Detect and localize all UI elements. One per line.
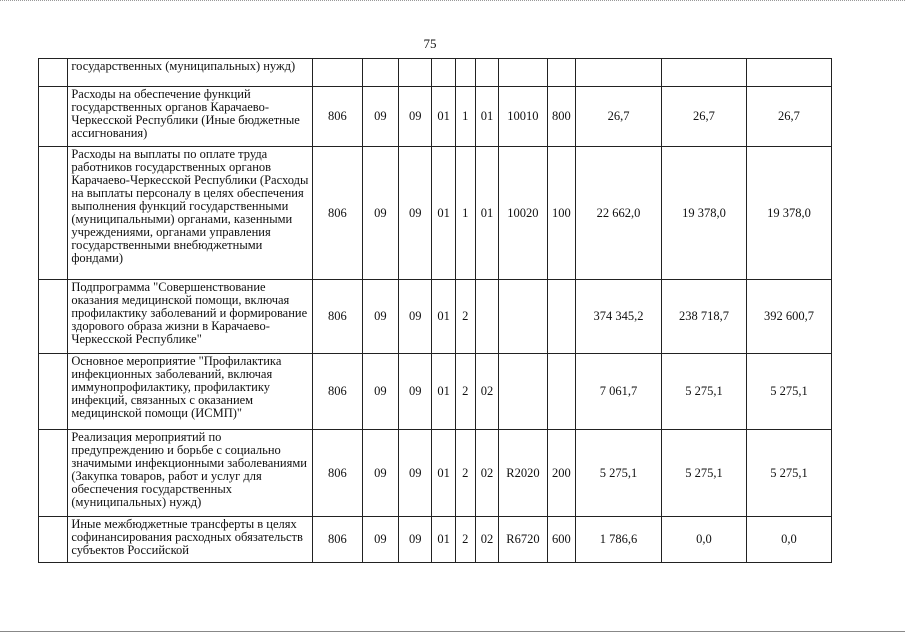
- cell-cs2: 2: [455, 354, 475, 430]
- cell-sum3: 0,0: [746, 517, 831, 563]
- row-description: Подпрограмма "Совершенствование оказания медицинской помощи, включая профилактику заболеваний и формирование здорового образа жизни в Карачаево-Черкесской Республике": [68, 280, 313, 354]
- cell-cs4: R2020: [499, 430, 548, 517]
- cell-vr: 600: [547, 517, 575, 563]
- cell-cs2: [455, 59, 475, 87]
- cell-rz: 09: [362, 430, 398, 517]
- table-row: [39, 354, 832, 430]
- cell-sum2: 5 275,1: [661, 430, 746, 517]
- cell-rz: 09: [362, 280, 398, 354]
- row-index-cell: [39, 430, 68, 517]
- cell-sum3: 26,7: [746, 87, 831, 147]
- row-index-cell: [39, 147, 68, 280]
- cell-cs3: 01: [475, 147, 498, 280]
- cell-sum1: 374 345,2: [576, 280, 662, 354]
- row-index-cell: [39, 59, 68, 87]
- cell-sum2: 238 718,7: [661, 280, 746, 354]
- scan-edge-top: [0, 0, 905, 4]
- cell-sum2: [661, 59, 746, 87]
- table-row: [39, 59, 832, 87]
- cell-sum2: 19 378,0: [661, 147, 746, 280]
- cell-vr: 200: [547, 430, 575, 517]
- cell-cs3: 02: [475, 517, 498, 563]
- cell-cs4: R6720: [499, 517, 548, 563]
- cell-cs1: 01: [432, 517, 455, 563]
- cell-cs1: 01: [432, 354, 455, 430]
- cell-cs4: 10010: [499, 87, 548, 147]
- budget-table: [38, 58, 832, 563]
- row-description: Расходы на выплаты по оплате труда работников государственных органов Карачаево-Черкесской Республики (Расходы на выплаты персоналу в целях обеспечения выполнения функций государственными (муниципальными) органами, казенными учреждениями, органами управления государственными внебюджетными фондами): [68, 147, 313, 280]
- cell-pr: 09: [399, 87, 432, 147]
- cell-sum3: 5 275,1: [746, 430, 831, 517]
- table-row: [39, 517, 832, 563]
- cell-cs3: 02: [475, 354, 498, 430]
- cell-gr: 806: [313, 354, 363, 430]
- cell-cs1: [432, 59, 455, 87]
- row-description: Расходы на обеспечение функций государственных органов Карачаево-Черкесской Республики (Иные бюджетные ассигнования): [68, 87, 313, 147]
- cell-cs2: 1: [455, 87, 475, 147]
- cell-cs4: [499, 59, 548, 87]
- cell-cs3: [475, 59, 498, 87]
- cell-sum3: 5 275,1: [746, 354, 831, 430]
- cell-cs4: 10020: [499, 147, 548, 280]
- cell-cs4: [499, 280, 548, 354]
- cell-rz: 09: [362, 87, 398, 147]
- row-description: государственных (муниципальных) нужд): [68, 59, 313, 87]
- cell-pr: 09: [399, 430, 432, 517]
- cell-gr: 806: [313, 147, 363, 280]
- cell-vr: [547, 354, 575, 430]
- cell-sum1: [576, 59, 662, 87]
- cell-pr: [399, 59, 432, 87]
- cell-gr: 806: [313, 87, 363, 147]
- cell-gr: [313, 59, 363, 87]
- cell-sum1: 26,7: [576, 87, 662, 147]
- row-index-cell: [39, 354, 68, 430]
- cell-sum1: 5 275,1: [576, 430, 662, 517]
- table-row: [39, 280, 832, 354]
- row-description: Реализация мероприятий по предупреждению и борьбе с социально значимыми инфекционными заболеваниями (Закупка товаров, работ и услуг для обеспечения государственных (муниципальных) нужд): [68, 430, 313, 517]
- cell-cs3: [475, 280, 498, 354]
- cell-cs1: 01: [432, 280, 455, 354]
- cell-sum3: 19 378,0: [746, 147, 831, 280]
- row-description: Иные межбюджетные трансферты в целях софинансирования расходных обязательств субъектов Российской: [68, 517, 313, 563]
- cell-pr: 09: [399, 147, 432, 280]
- row-description: Основное мероприятие "Профилактика инфекционных заболеваний, включая иммунопрофилактику, профилактику инфекций, связанных с оказанием медицинской помощи (ИСМП)": [68, 354, 313, 430]
- row-index-cell: [39, 280, 68, 354]
- table-row: [39, 430, 832, 517]
- cell-cs2: 2: [455, 280, 475, 354]
- cell-cs2: 2: [455, 430, 475, 517]
- cell-cs3: 02: [475, 430, 498, 517]
- cell-vr: 800: [547, 87, 575, 147]
- scan-edge-bottom: [0, 631, 905, 632]
- cell-sum1: 7 061,7: [576, 354, 662, 430]
- cell-vr: [547, 59, 575, 87]
- cell-pr: 09: [399, 517, 432, 563]
- cell-pr: 09: [399, 354, 432, 430]
- cell-sum2: 5 275,1: [661, 354, 746, 430]
- cell-rz: 09: [362, 517, 398, 563]
- cell-sum1: 22 662,0: [576, 147, 662, 280]
- cell-cs1: 01: [432, 147, 455, 280]
- cell-sum3: [746, 59, 831, 87]
- cell-cs2: 1: [455, 147, 475, 280]
- cell-gr: 806: [313, 517, 363, 563]
- cell-gr: 806: [313, 280, 363, 354]
- cell-cs1: 01: [432, 430, 455, 517]
- cell-sum1: 1 786,6: [576, 517, 662, 563]
- table-row: [39, 87, 832, 147]
- page-number: 75: [423, 36, 437, 51]
- cell-sum3: 392 600,7: [746, 280, 831, 354]
- cell-cs3: 01: [475, 87, 498, 147]
- row-index-cell: [39, 517, 68, 563]
- cell-cs1: 01: [432, 87, 455, 147]
- row-index-cell: [39, 87, 68, 147]
- cell-vr: [547, 280, 575, 354]
- cell-sum2: 0,0: [661, 517, 746, 563]
- cell-rz: [362, 59, 398, 87]
- cell-vr: 100: [547, 147, 575, 280]
- cell-rz: 09: [362, 354, 398, 430]
- cell-rz: 09: [362, 147, 398, 280]
- cell-sum2: 26,7: [661, 87, 746, 147]
- table-row: [39, 147, 832, 280]
- cell-gr: 806: [313, 430, 363, 517]
- cell-cs2: 2: [455, 517, 475, 563]
- cell-cs4: [499, 354, 548, 430]
- cell-pr: 09: [399, 280, 432, 354]
